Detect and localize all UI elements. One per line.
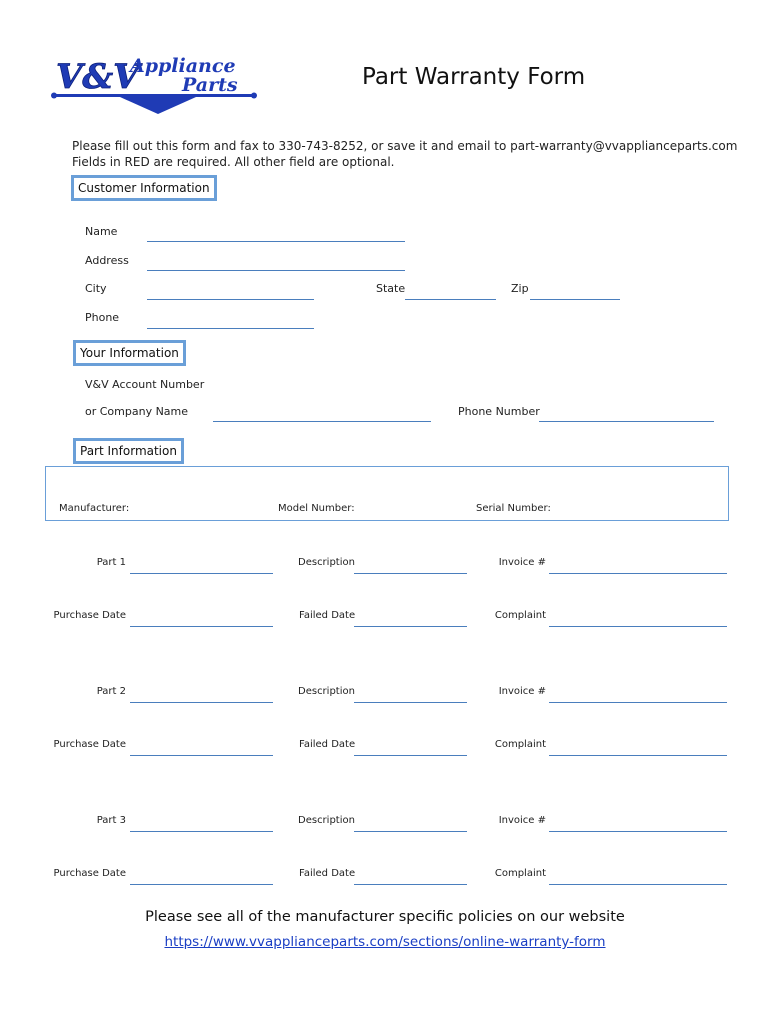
part-2-invoice-field[interactable]	[549, 702, 727, 703]
part-1-complaint-field[interactable]	[549, 626, 727, 627]
footer-policy-note: Please see all of the manufacturer specific policies on our website	[145, 909, 625, 925]
part-1-purchase-date-field[interactable]	[130, 626, 273, 627]
part-2-complaint-label: Complaint	[494, 739, 546, 750]
name-label: Name	[85, 225, 118, 238]
part-2-invoice-label: Invoice #	[498, 686, 546, 697]
part-1-invoice-field[interactable]	[549, 573, 727, 574]
part-3-field[interactable]	[130, 831, 273, 832]
part-3-label: Part 3	[96, 815, 126, 826]
part-3-failed-date-field[interactable]	[354, 884, 467, 885]
part-2-purchase-date-field[interactable]	[130, 755, 273, 756]
part-2-field[interactable]	[130, 702, 273, 703]
part-1-description-label: Description	[298, 557, 355, 568]
zip-label: Zip	[511, 282, 529, 295]
part-2-failed-date-label: Failed Date	[299, 739, 356, 750]
warranty-policy-link[interactable]: https://www.vvapplianceparts.com/sections/online-warranty-form	[164, 934, 606, 950]
city-label: City	[85, 282, 107, 295]
part-1-field[interactable]	[130, 573, 273, 574]
page-title: Part Warranty Form	[362, 64, 586, 90]
company-name-field[interactable]	[213, 421, 431, 422]
part-3-complaint-label: Complaint	[494, 868, 546, 879]
part-3-description-label: Description	[298, 815, 355, 826]
name-field[interactable]	[147, 241, 405, 242]
intro-line-2: Fields in RED are required. All other field are optional.	[72, 155, 395, 169]
part-1-complaint-label: Complaint	[494, 610, 546, 621]
part-1-failed-date-field[interactable]	[354, 626, 467, 627]
city-field[interactable]	[147, 299, 314, 300]
part-1-label: Part 1	[96, 557, 126, 568]
part-2-purchase-date-label: Purchase Date	[53, 739, 126, 750]
model-number-field[interactable]	[354, 490, 469, 512]
state-label: State	[376, 282, 406, 295]
svg-text:Parts: Parts	[182, 74, 238, 96]
part-3-complaint-field[interactable]	[549, 884, 727, 885]
your-phone-label: Phone Number	[458, 405, 540, 418]
company-logo	[50, 50, 262, 116]
part-3-invoice-label: Invoice #	[498, 815, 546, 826]
manufacturer-label: Manufacturer:	[59, 503, 130, 514]
phone-field[interactable]	[147, 328, 314, 329]
svg-text:V&V: V&V	[56, 57, 140, 97]
part-3-description-field[interactable]	[354, 831, 467, 832]
company-name-label: or Company Name	[85, 405, 189, 418]
part-1-invoice-label: Invoice #	[498, 557, 546, 568]
part-2-description-field[interactable]	[354, 702, 467, 703]
part-3-purchase-date-label: Purchase Date	[53, 868, 126, 879]
your-phone-field[interactable]	[539, 421, 714, 422]
serial-number-field[interactable]	[548, 490, 723, 512]
part-3-invoice-field[interactable]	[549, 831, 727, 832]
part-3-purchase-date-field[interactable]	[130, 884, 273, 885]
svg-text:Appliance: Appliance	[130, 55, 236, 77]
manufacturer-field[interactable]	[130, 490, 270, 512]
part-1-description-field[interactable]	[354, 573, 467, 574]
address-label: Address	[85, 254, 129, 267]
address-field[interactable]	[147, 270, 405, 271]
model-number-label: Model Number:	[278, 503, 355, 514]
part-1-failed-date-label: Failed Date	[299, 610, 356, 621]
serial-number-label: Serial Number:	[476, 503, 551, 514]
part-2-complaint-field[interactable]	[549, 755, 727, 756]
section-customer-information: Customer Information	[71, 175, 217, 201]
intro-instructions	[72, 138, 737, 170]
account-number-label: V&V Account Number	[85, 378, 205, 391]
part-2-label: Part 2	[96, 686, 126, 697]
intro-line-1: Please fill out this form and fax to 330-743-8252, or save it and email to part-warranty@vvapplianceparts.com	[72, 139, 738, 153]
part-1-purchase-date-label: Purchase Date	[53, 610, 126, 621]
zip-field[interactable]	[530, 299, 620, 300]
part-3-failed-date-label: Failed Date	[299, 868, 356, 879]
part-2-failed-date-field[interactable]	[354, 755, 467, 756]
state-field[interactable]	[405, 299, 496, 300]
part-2-description-label: Description	[298, 686, 355, 697]
section-part-information: Part Information	[73, 438, 184, 464]
phone-label: Phone	[85, 311, 120, 324]
section-your-information: Your Information	[73, 340, 186, 366]
